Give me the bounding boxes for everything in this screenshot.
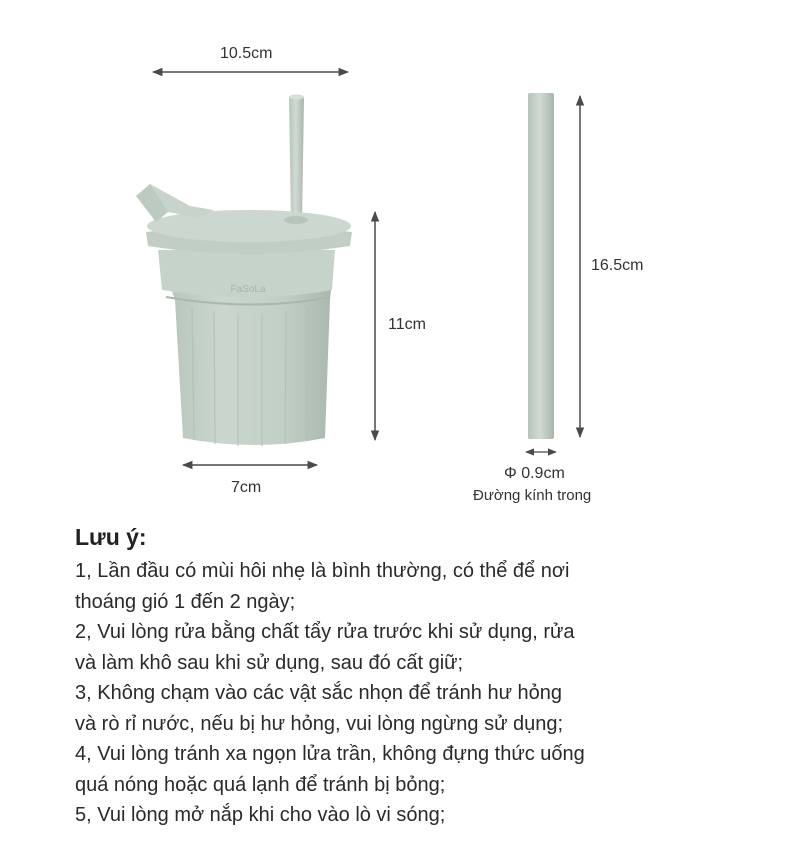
cup-straw (289, 95, 304, 223)
note-line: 4, Vui lòng tránh xa ngọn lửa trần, không đựng thức uống (75, 743, 585, 765)
straw-diameter-label: Φ 0.9cm (504, 465, 565, 482)
brand-mark: FaSoLa (230, 284, 266, 295)
note-line: 3, Không chạm vào các vật sắc nhọn để tránh hư hỏng (75, 682, 563, 704)
cup (136, 184, 352, 446)
straw (528, 93, 554, 439)
note-line: và làm khô sau khi sử dụng, sau đó cất giữ; (75, 651, 464, 674)
note-line: 2, Vui lòng rửa bằng chất tẩy rửa trước khi sử dụng, rửa (75, 621, 575, 643)
cup-base-label: 7cm (231, 479, 262, 496)
straw-diameter-note: Đường kính trong (473, 487, 592, 504)
notes-title: Lưu ý: (75, 524, 147, 550)
note-line: và rò rỉ nước, nếu bị hư hỏng, vui lòng ngừng sử dụng; (75, 712, 564, 735)
note-line: thoáng gió 1 đến 2 ngày; (75, 590, 296, 613)
straw-length-label: 16.5cm (591, 257, 644, 274)
note-line: 1, Lần đầu có mùi hôi nhẹ là bình thường, có thể để nơi (75, 560, 570, 582)
note-line: 5, Vui lòng mở nắp khi cho vào lò vi sóng; (75, 804, 446, 826)
note-line: quá nóng hoặc quá lạnh để tránh bị bỏng; (75, 773, 446, 796)
cup-height-label: 11cm (388, 316, 426, 333)
cup-width-label: 10.5cm (220, 45, 273, 62)
care-notes (75, 522, 775, 831)
